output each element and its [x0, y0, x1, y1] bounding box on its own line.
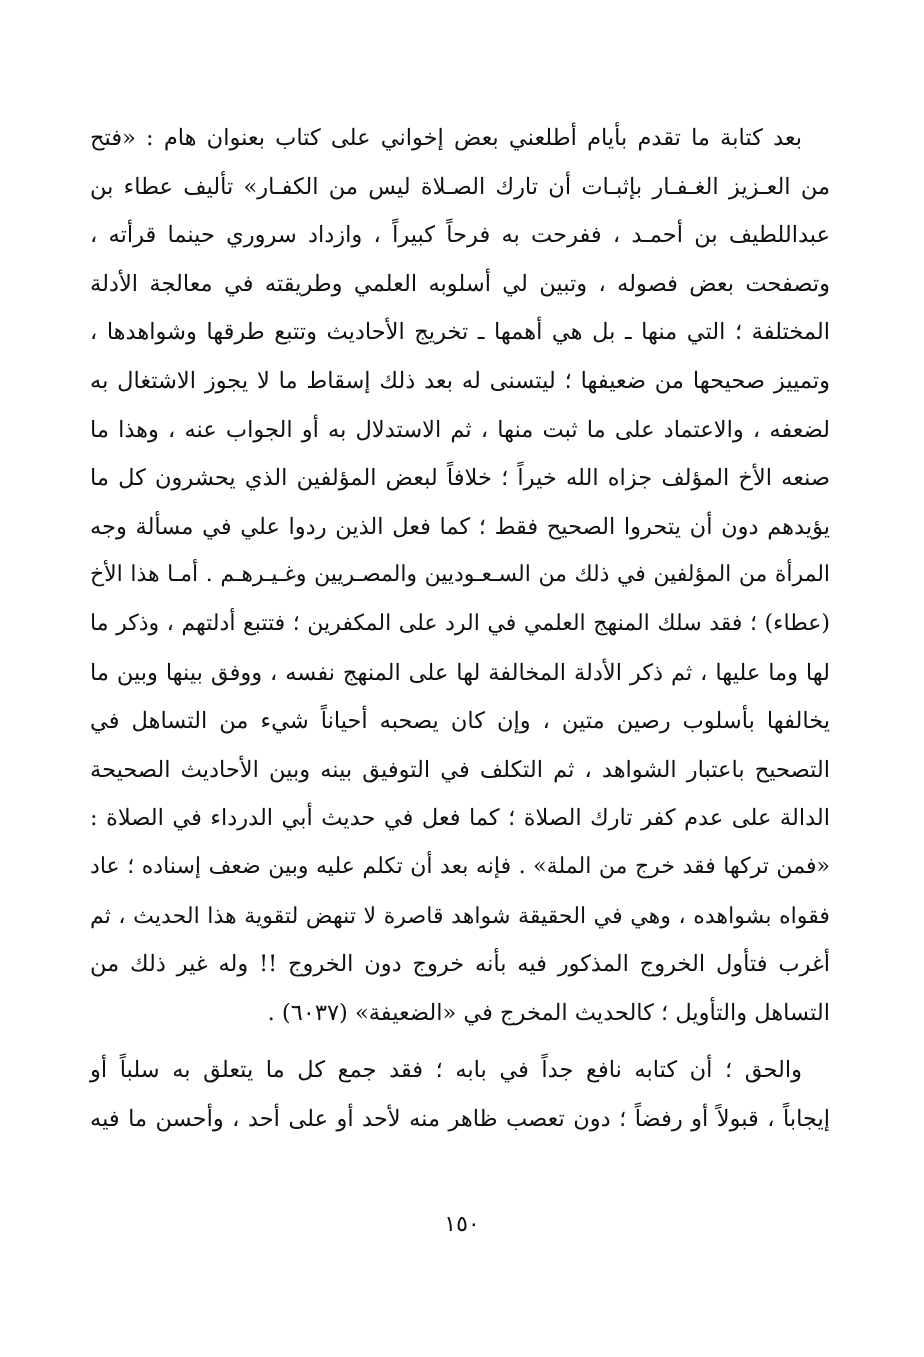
text-line: المرأة من المؤلفين في ذلك من السـعـوديين والمصـريين وغـيـرهـم . أمـا هذا الأخ	[90, 562, 830, 588]
text-line: لضعفه ، والاعتماد على ما ثبت منها ، ثم الاستدلال به أو الجواب عنه ، وهذا ما	[90, 416, 830, 443]
text-line: وتمييز صحيحها من ضعيفها ؛ ليتسنى له بعد ذلك إسقاط ما لا يجوز الاشتغال به	[90, 367, 830, 394]
text-line: يخالفها بأسلوب رصين متين ، وإن كان يصحبه أحياناً شيء من التساهل في	[90, 708, 830, 735]
text-line: لها وما عليها ، ثم ذكر الأدلة المخالفة لها على المنهج نفسه ، ووفق بينها وبين ما	[90, 659, 830, 686]
text-line: بعد كتابة ما تقدم بأيام أطلعني بعض إخواني على كتاب بعنوان هام : «فتح	[90, 125, 802, 151]
text-line: صنعه الأخ المؤلف جزاه الله خيراً ؛ خلافاً لبعض المؤلفين الذي يحشرون كل ما	[90, 465, 830, 492]
text-line: يؤيدهم دون أن يتحروا الصحيح فقط ؛ كما فعل الذين ردوا علي في مسألة وجه	[90, 513, 830, 540]
text-line: فقواه بشواهده ، وهي في الحقيقة شواهد قاصرة لا تنهض لتقوية هذا الحديث ، ثم	[90, 902, 830, 929]
paragraph-2	[90, 1046, 830, 1143]
text-line: والحق ؛ أن كتابه نافع جداً في بابه ؛ فقد جمع كل ما يتعلق به سلباً أو	[90, 1057, 802, 1083]
text-line: من العـزيز الغـفـار بإثبـات أن تارك الصـلاة ليس من الكفـار» تأليف عطاء بن	[90, 173, 830, 200]
text-line: التصحيح باعتبار الشواهد ، ثم التكلف في التوفيق بينه وبين الأحاديث الصحيحة	[90, 756, 830, 783]
text-line: (عطاء) ؛ فقد سلك المنهج العلمي في الرد على المكفرين ؛ فتتبع أدلتهم ، وذكر ما	[90, 610, 830, 636]
page-number: ١٥٠	[444, 1212, 480, 1237]
text-line: عبداللطيف بن أحمـد ، ففرحت به فرحاً كبيراً ، وازداد سروري حينما قرأته ،	[90, 222, 830, 249]
text-line: المختلفة ؛ التي منها ـ بل هي أهمها ـ تخريج الأحاديث وتتبع طرقها وشواهدها ،	[90, 319, 830, 346]
text-line: وتصفحت بعض فصوله ، وتبين لي أسلوبه العلمي وطريقته في معالجة الأدلة	[90, 270, 830, 297]
text-line: الدالة على عدم كفر تارك الصلاة ؛ كما فعل في حديث أبي الدرداء في الصلاة :	[90, 805, 830, 832]
text-line: أغرب فتأول الخروج المذكور فيه بأنه خروج دون الخروج !! وله غير ذلك من	[90, 951, 830, 978]
text-line: إيجاباً ، قبولاً أو رفضاً ؛ دون تعصب ظاهر منه لأحد أو على أحد ، وأحسن ما فيه	[90, 1105, 830, 1132]
paragraph-1	[90, 114, 830, 1037]
text-line: «فمن تركها فقد خرج من الملة» . فإنه بعد أن تكلم عليه وبين ضعف إسناده ؛ عاد	[90, 853, 830, 879]
text-line: التساهل والتأويل ؛ كالحديث المخرج في «الضعيفة» (٦٠٣٧) .	[267, 999, 830, 1026]
